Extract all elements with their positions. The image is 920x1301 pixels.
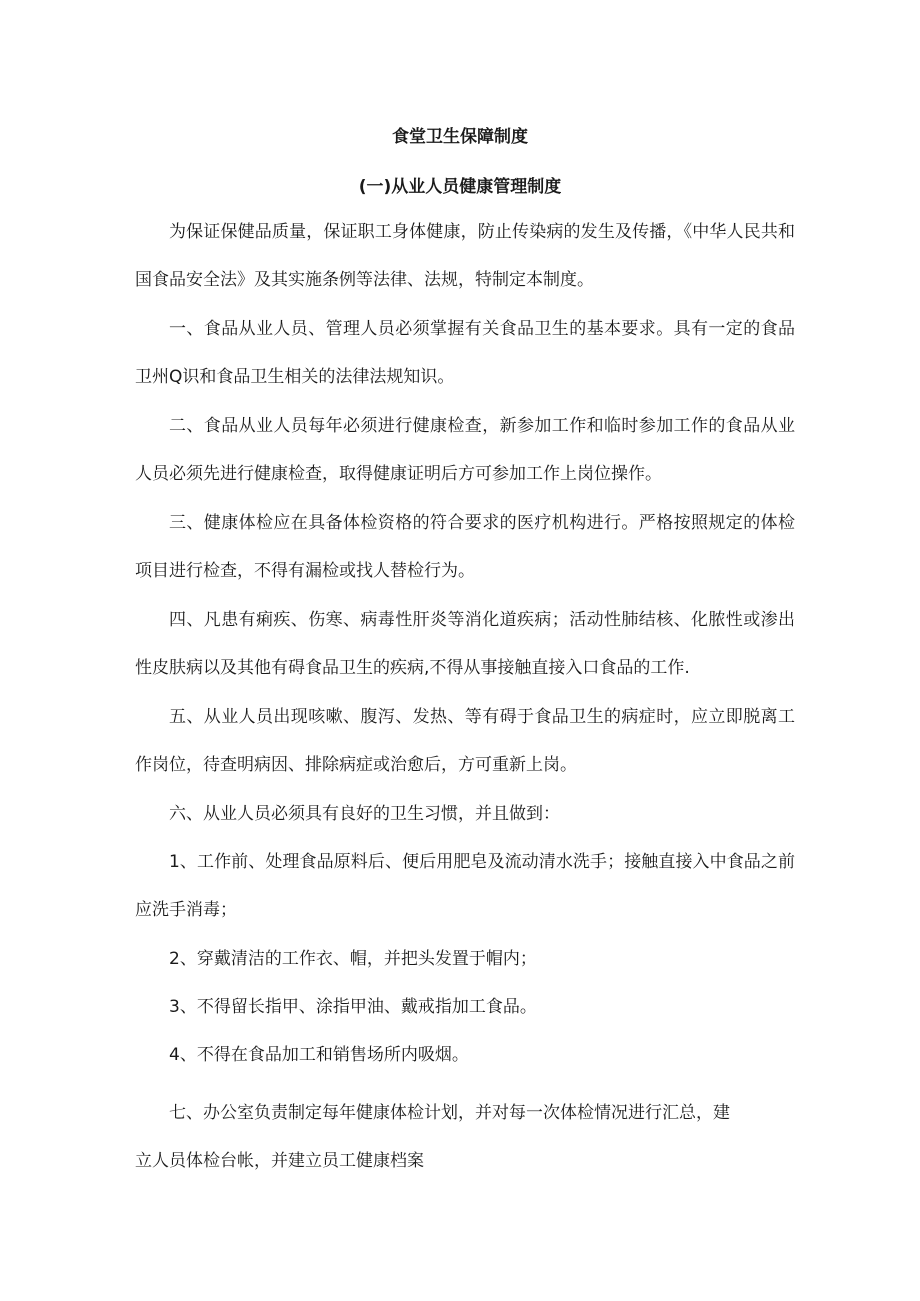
section-title: (一)从业人员健康管理制度 bbox=[358, 177, 562, 197]
paragraph-2: 二、食品从业人员每年必须进行健康检查，新参加工作和临时参加工作的食品从业人员必须先进行健康检查，取得健康证明后方可参加工作上岗位操作。 bbox=[135, 416, 795, 484]
paragraph-5: 五、从业人员出现咳嗽、腹泻、发热、等有碍于食品卫生的病症时，应立即脱离工作岗位，待查明病因、排除病症或治愈后，方可重新上岗。 bbox=[135, 707, 795, 775]
paragraph-1: 一、食品从业人员、管理人员必须掌握有关食品卫生的基本要求。具有一定的食品卫州Q识和食品卫生相关的法律法规知识。 bbox=[135, 319, 795, 387]
paragraph-3: 三、健康体检应在具备体检资格的符合要求的医疗机构进行。严格按照规定的体检项目进行检查，不得有漏检或找人替检行为。 bbox=[135, 513, 795, 581]
paragraph-7-continued: 立人员体检台帐，并建立员工健康档案 bbox=[135, 1151, 424, 1171]
list-item-3: 3、不得留长指甲、涂指甲油、戴戒指加工食品。 bbox=[169, 997, 537, 1017]
paragraph-4: 四、凡患有痢疾、伤寒、病毒性肝炎等消化道疾病；活动性肺结核、化脓性或渗出性皮肤病以及其他有碍食品卫生的疾病,不得从事接触直接入口食品的工作. bbox=[135, 610, 795, 678]
paragraph-intro: 为保证保健品质量，保证职工身体健康，防止传染病的发生及传播，《中华人民共和国食品安全法》及其实施条例等法律、法规，特制定本制度。 bbox=[135, 222, 795, 290]
list-item-1: 1、工作前、处理食品原料后、便后用肥皂及流动清水洗手；接触直接入中食品之前应洗手消毒； bbox=[135, 852, 795, 920]
list-item-2: 2、穿戴清洁的工作衣、帽，并把头发置于帽内； bbox=[169, 949, 537, 969]
list-item-4: 4、不得在食品加工和销售场所内吸烟。 bbox=[169, 1045, 469, 1065]
paragraph-6: 六、从业人员必须具有良好的卫生习惯，并且做到： bbox=[169, 804, 560, 824]
document-title: 食堂卫生保障制度 bbox=[392, 127, 528, 147]
paragraph-7: 七、办公室负责制定每年健康体检计划，并对每一次体检情况进行汇总，建 bbox=[169, 1103, 730, 1123]
